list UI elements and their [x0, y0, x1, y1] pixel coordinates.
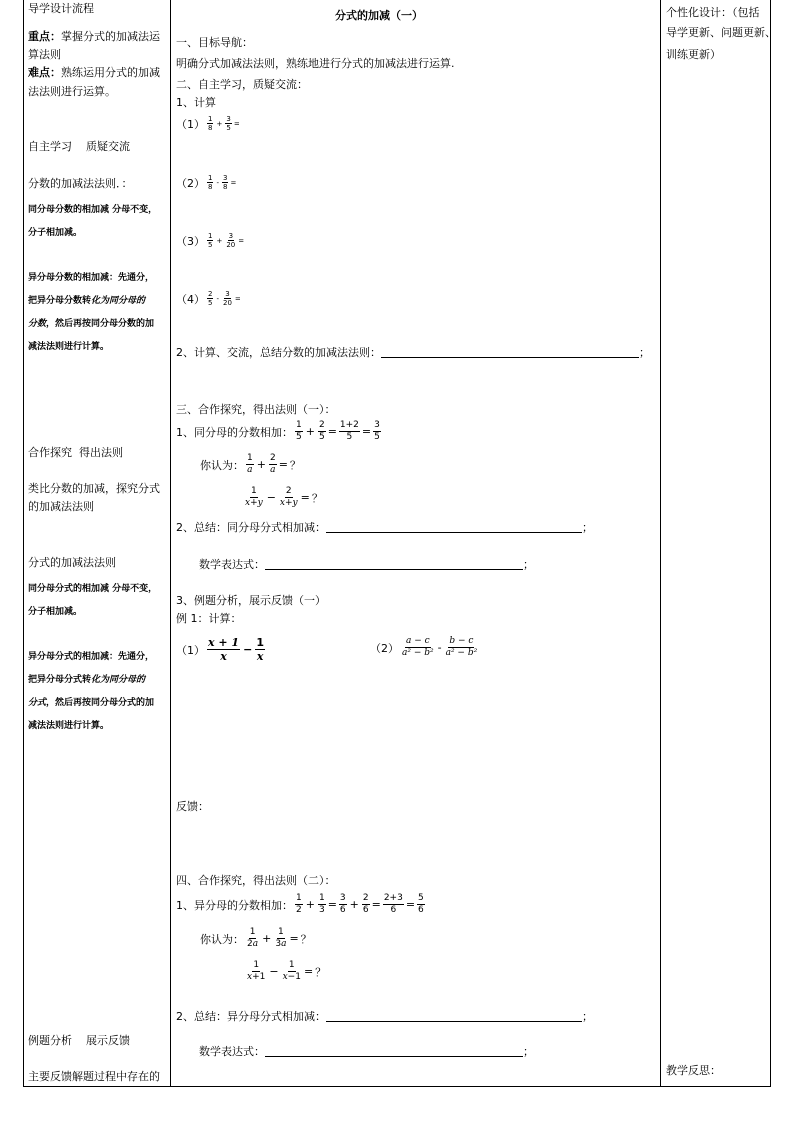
diff-expr-rule-3a: 分式 — [28, 698, 47, 708]
left-header: 导学设计流程 — [28, 2, 94, 15]
equals-sign: = — [234, 294, 241, 303]
problem-3-label: （3） — [176, 234, 205, 248]
problem-4-label: （4） — [176, 292, 205, 306]
answer-blank[interactable] — [326, 1021, 582, 1022]
diff-denom-summary-line — [176, 1010, 593, 1024]
same-expr-rule-2: 分子相加减。 — [28, 607, 83, 617]
section-3-heading: 三、合作探究，得出法则（一）： — [176, 403, 336, 416]
equals-sign: = — [278, 458, 288, 471]
minus-sign: − — [266, 491, 276, 504]
fraction: $\frac{1}{x-1}$ — [282, 960, 301, 982]
difficulty-text-2: 法法则进行运算。 — [28, 85, 116, 98]
focus-label: 重点： — [28, 30, 61, 43]
table-border-col1 — [170, 0, 171, 1086]
minus-sign: - — [437, 641, 442, 654]
equals-sign: = — [238, 236, 245, 245]
fraction: $\frac{2}{a}$ — [269, 453, 276, 475]
equals-sign: = — [303, 965, 314, 978]
self-study-label: 自主学习 质疑交流 — [28, 140, 130, 153]
answer-blank[interactable] — [381, 357, 639, 358]
diff-denom-label: 1、异分母的分数相加： — [176, 898, 293, 912]
semicolon: ； — [523, 1045, 534, 1058]
plus-sign: + — [262, 932, 272, 945]
fraction: $\frac{3}{6}$ — [339, 893, 346, 915]
fraction: $\frac{5}{6}$ — [418, 893, 424, 915]
you-think-1 — [200, 453, 301, 476]
focus-text-1: 掌握分式的加减法运 — [61, 30, 160, 43]
semicolon: ； — [639, 346, 650, 359]
semicolon: ； — [582, 1010, 593, 1023]
equals-sign: = — [361, 425, 372, 438]
question-mark: ？ — [300, 932, 312, 946]
problem-2-label: （2） — [176, 176, 205, 190]
calc-summary-line — [176, 346, 650, 360]
table-border-right — [770, 0, 771, 1086]
calc-title: 1、计算 — [176, 96, 216, 109]
you-think-2 — [244, 486, 323, 509]
fraction: $\frac{b - c}{\text{a² − b²}}$ — [445, 636, 478, 658]
fraction: $\frac{3}{5}$ — [374, 420, 380, 442]
plus-sign: + — [256, 458, 266, 471]
expr-rule-title: 分式的加减法法则 — [28, 556, 116, 569]
teaching-reflection: 教学反思： — [666, 1064, 721, 1077]
semicolon: ； — [523, 558, 534, 571]
example-1-label: 例 1：计算： — [176, 612, 242, 625]
fraction: $\frac{x + 1}{x}$ — [208, 636, 240, 663]
focus-line-1 — [28, 30, 160, 44]
same-denom-summary-label: 2、总结：同分母分式相加减： — [176, 521, 326, 534]
equals-sign: = — [371, 898, 381, 911]
example-1-problem-1 — [176, 636, 265, 663]
difficulty-label: 难点： — [28, 66, 61, 79]
diff-expr-rule-2b: 化为同分母的 — [91, 675, 146, 685]
table-border-left — [23, 0, 24, 1086]
fraction-rule-title: 分数的加减法法则．： — [28, 177, 133, 190]
math-expr-line-2 — [199, 1045, 534, 1059]
fraction: $\frac{3}{8}$ — [223, 174, 228, 191]
diff-denom-rule-2b: 化为同分母的 — [91, 296, 146, 306]
equals-sign: = — [405, 898, 416, 911]
fraction: $\frac{1}{3}$ — [318, 893, 325, 915]
equals-sign: = — [300, 491, 310, 504]
minus-sign: - — [216, 294, 219, 303]
math-expr-label: 数学表达式： — [199, 1045, 265, 1058]
diff-denom-rule-1: 异分母分数的相加减：先通分， — [28, 273, 155, 283]
analogy-line-2: 的加减法法则 — [28, 500, 94, 513]
diff-expr-rule-2 — [28, 673, 145, 687]
problem-1-label: （1） — [176, 117, 205, 131]
semicolon: ； — [582, 521, 593, 534]
question-mark: ？ — [315, 965, 327, 979]
plus-sign: + — [305, 898, 315, 911]
fraction: $\frac{1}{x+y}$ — [245, 486, 263, 508]
same-denom-rule-2: 分子相加减。 — [28, 228, 83, 238]
personalized-design-2: 导学更新、问题更新、 — [666, 26, 776, 39]
problem-3 — [176, 232, 244, 249]
fraction: $\frac{3}{20}$ — [223, 290, 232, 307]
personalized-design-1: 个性化设计：（包括 — [666, 6, 760, 19]
feedback-label: 反馈： — [176, 800, 209, 813]
fraction: $\frac{1+2}{5}$ — [339, 420, 359, 442]
fraction: $\frac{1}{x+1}$ — [247, 960, 266, 982]
math-expr-line-1 — [199, 558, 534, 572]
equals-sign: = — [230, 178, 237, 187]
section-2-heading: 二、自主学习，质疑交流： — [176, 78, 308, 91]
example-label: 例题分析 展示反馈 — [28, 1034, 130, 1047]
fraction: $\frac{3}{20}$ — [226, 232, 236, 249]
calc-summary-label: 2、计算、交流，总结分数的加减法法则： — [176, 346, 381, 359]
fraction: $\frac{a - c}{\text{a² − b²}}$ — [402, 636, 434, 658]
diff-expr-rule-2a: 把异分母分式转 — [28, 675, 92, 685]
problem-4 — [176, 290, 241, 307]
equals-sign: = — [289, 932, 299, 945]
fraction: $\frac{1}{2a}$ — [247, 927, 259, 949]
fraction: $\frac{3}{5}$ — [226, 115, 231, 132]
table-border-bottom — [23, 1086, 771, 1087]
personalized-design-3: 训练更新） — [666, 48, 721, 61]
you-think-3 — [200, 927, 312, 950]
diff-denom-summary-label: 2、总结：异分母分式相加减： — [176, 1010, 326, 1023]
analogy-line-1: 类比分数的加减，探究分式 — [28, 482, 160, 495]
plus-sign: + — [216, 236, 223, 245]
diff-denom-rule-2a: 把异分母分数转 — [28, 296, 92, 306]
fraction: $\frac{1}{8}$ — [208, 174, 213, 191]
minus-sign: − — [243, 643, 253, 656]
table-border-col2 — [660, 0, 661, 1086]
difficulty-line-1 — [28, 66, 160, 80]
equals-sign: = — [327, 425, 337, 438]
you-think-label: 你认为： — [200, 458, 244, 472]
answer-blank[interactable] — [326, 532, 582, 533]
fraction: $\frac{2}{6}$ — [362, 893, 369, 915]
minus-sign: - — [216, 178, 219, 187]
fraction: $\frac{1}{3a}$ — [275, 927, 287, 949]
answer-blank[interactable] — [265, 1056, 523, 1057]
same-denom-example — [176, 420, 381, 443]
fraction: $\frac{2}{x+y}$ — [279, 486, 298, 508]
same-expr-rule-1: 同分母分式的相加减 分母不变， — [28, 584, 158, 594]
difficulty-text-1: 熟练运用分式的加减 — [61, 66, 160, 79]
fraction: $\frac{1}{5}$ — [208, 232, 213, 249]
fraction: $\frac{2}{5}$ — [208, 290, 213, 307]
diff-expr-rule-3 — [28, 696, 154, 710]
example-1-problem-2 — [370, 636, 478, 659]
diff-denom-rule-2 — [28, 294, 145, 308]
diff-denom-rule-3 — [28, 317, 154, 331]
page-title: 分式的加减（一） — [335, 9, 423, 22]
focus-text-2: 算法则 — [28, 48, 61, 61]
example-1-p2-label: （2） — [370, 641, 399, 655]
feedback-main-label: 主要反馈解题过程中存在的 — [28, 1070, 160, 1083]
fraction: $\frac{1}{8}$ — [208, 115, 213, 132]
math-expr-label: 数学表达式： — [199, 558, 265, 571]
plus-sign: + — [305, 425, 315, 438]
you-think-label: 你认为： — [200, 932, 244, 946]
section-1-heading: 一、目标导航： — [176, 36, 253, 49]
section-1-text: 明确分式加减法法则，熟练地进行分式的加减法进行运算. — [176, 57, 455, 70]
fraction: $\frac{1}{x}$ — [256, 636, 264, 663]
minus-sign: − — [269, 965, 279, 978]
diff-denom-example — [176, 893, 425, 916]
fraction: $\frac{2}{5}$ — [318, 420, 325, 442]
plus-sign: + — [216, 119, 223, 128]
plus-sign: + — [349, 898, 359, 911]
same-denom-rule-1: 同分母分数的相加减 分母不变， — [28, 205, 158, 215]
fraction: $\frac{1}{a}$ — [247, 453, 253, 475]
question-mark: ？ — [311, 491, 323, 505]
section-4-heading: 四、合作探究，得出法则（二）： — [176, 874, 336, 887]
equals-sign: = — [327, 898, 337, 911]
coop-label: 合作探究 得出法则 — [28, 446, 123, 459]
question-mark: ？ — [289, 458, 301, 472]
equals-sign: = — [233, 119, 240, 128]
problem-2 — [176, 174, 236, 191]
diff-expr-rule-3b: ，然后再按同分母分式的加 — [46, 698, 155, 708]
you-think-4 — [246, 960, 326, 983]
fraction: $\frac{1}{5}$ — [296, 420, 302, 442]
fraction: $\frac{1}{2}$ — [296, 893, 302, 915]
diff-denom-rule-4: 减法法则进行计算。 — [28, 342, 110, 352]
example-1-p1-label: （1） — [176, 643, 205, 657]
section-3-3-heading: 3、例题分析，展示反馈（一） — [176, 594, 326, 607]
diff-expr-rule-1: 异分母分式的相加减：先通分， — [28, 652, 155, 662]
same-denom-summary-line — [176, 521, 593, 535]
problem-1 — [176, 115, 240, 132]
same-denom-label: 1、同分母的分数相加： — [176, 425, 293, 439]
diff-denom-rule-3a: 分数 — [28, 319, 47, 329]
answer-blank[interactable] — [265, 569, 523, 570]
fraction: $\frac{2+3}{6}$ — [383, 893, 403, 915]
diff-denom-rule-3b: ，然后再按同分母分数的加 — [46, 319, 155, 329]
diff-expr-rule-4: 减法法则进行计算。 — [28, 721, 110, 731]
